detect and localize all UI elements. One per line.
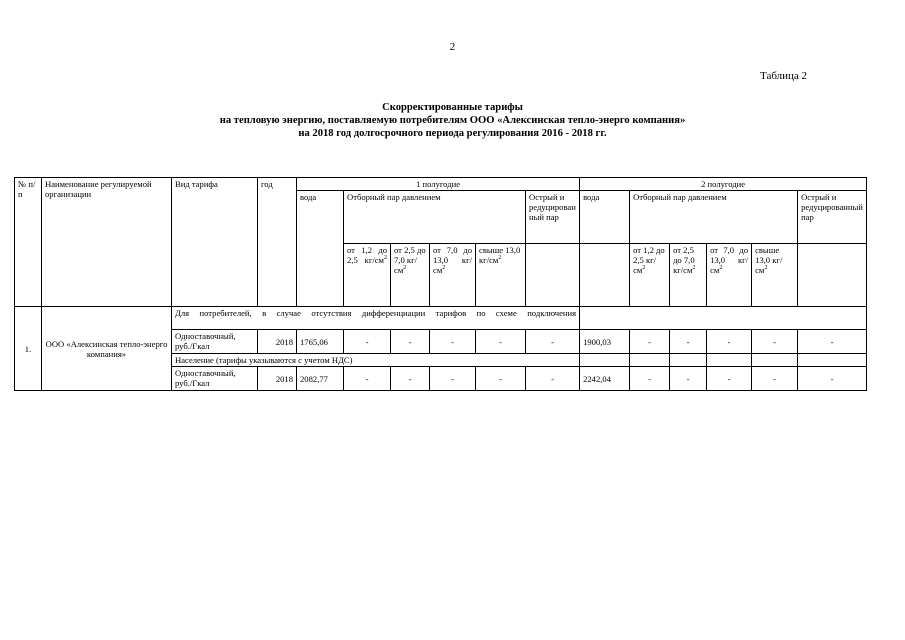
water-h1-value: 2082,77 <box>297 367 344 391</box>
title-line-3: на 2018 год долгосрочного периода регулирования 2016 - 2018 гг. <box>298 128 607 139</box>
dash-cell: - <box>630 330 670 354</box>
water-h1-value: 1765,06 <box>297 330 344 354</box>
empty-cell <box>670 354 707 367</box>
dash-cell: - <box>670 330 707 354</box>
pressure-4-h2: свыше 13,0 $кг/см^2$ <box>752 244 798 307</box>
header-year: год <box>258 178 297 307</box>
header-sharp-h1: Острый и редуцированный пар <box>526 191 580 244</box>
tariff-table <box>14 177 867 391</box>
org-name: ООО «Алексинская тепло-энерго компания» <box>42 307 172 391</box>
dash-cell: - <box>670 367 707 391</box>
dash-cell: - <box>707 367 752 391</box>
group-1-label-row <box>15 307 867 330</box>
empty-cell <box>580 354 630 367</box>
dash-cell: - <box>344 367 391 391</box>
title-line-2: на тепловую энергию, поставляемую потребителям ООО «Алексинская тепло-энерго компания» <box>219 115 686 126</box>
header-water-h2: вода <box>580 191 630 244</box>
empty-cell <box>798 354 867 367</box>
header-half2: 2 полугодие <box>580 178 867 191</box>
header-sharp-h2: Острый и редуцированный пар <box>798 191 867 244</box>
header-org: Наименование регулируемой организации <box>42 178 172 307</box>
dash-cell: - <box>630 367 670 391</box>
water-empty-h2 <box>580 244 630 307</box>
dash-cell: - <box>476 367 526 391</box>
dash-cell: - <box>476 330 526 354</box>
sharp-empty-h2 <box>798 244 867 307</box>
dash-cell: - <box>752 330 798 354</box>
year-value: 2018 <box>258 367 297 391</box>
dash-cell: - <box>391 330 430 354</box>
header-half1: 1 полугодие <box>297 178 580 191</box>
dash-cell: - <box>752 367 798 391</box>
pressure-2-h1: от 2,5 до 7,0 $кг/см^2$ <box>391 244 430 307</box>
dash-cell: - <box>430 330 476 354</box>
group-1-label-empty <box>580 307 867 330</box>
document-title <box>0 101 905 140</box>
dash-cell: - <box>391 367 430 391</box>
group-2-label: Население (тарифы указываются с учетом НДС) <box>172 354 580 367</box>
water-h2-value: 2242,04 <box>580 367 630 391</box>
pressure-1-h2: от 1,2 до 2,5 $кг/см^2$ <box>630 244 670 307</box>
group-1-label: Для потребителей, в случае отсутствия дифференциации тарифов по схеме подключения <box>172 307 580 330</box>
dash-cell: - <box>798 330 867 354</box>
header-num: № п/п <box>15 178 42 307</box>
dash-cell: - <box>344 330 391 354</box>
pressure-2-h2: от 2,5 до 7,0 $кг/см^2$ <box>670 244 707 307</box>
table-label: Таблица 2 <box>760 70 808 82</box>
empty-cell <box>752 354 798 367</box>
title-line-1: Скорректированные тарифы <box>382 102 523 113</box>
header-steam-h1: Отборный пар давлением <box>344 191 526 244</box>
header-water-h1: вода <box>297 191 344 307</box>
pressure-3-h1: от 7,0 до 13,0 $кг/см^2$ <box>430 244 476 307</box>
header-row-1 <box>15 178 867 191</box>
dash-cell: - <box>798 367 867 391</box>
dash-cell: - <box>707 330 752 354</box>
header-steam-h2: Отборный пар давлением <box>630 191 798 244</box>
header-tariff-type: Вид тарифа <box>172 178 258 307</box>
page-number: 2 <box>449 41 456 53</box>
dash-cell: - <box>526 330 580 354</box>
year-value: 2018 <box>258 330 297 354</box>
sharp-empty-h1 <box>526 244 580 307</box>
empty-cell <box>707 354 752 367</box>
pressure-1-h1: от 1,2 до 2,5 $кг/см^2$ <box>344 244 391 307</box>
row-number: 1. <box>15 307 42 391</box>
tariff-type: Одноставочный, руб./Гкал <box>172 367 258 391</box>
pressure-3-h2: от 7,0 до 13,0 $кг/см^2$ <box>707 244 752 307</box>
pressure-4-h1: свыше 13,0 $кг/см^2$ <box>476 244 526 307</box>
water-h2-value: 1900,03 <box>580 330 630 354</box>
empty-cell <box>630 354 670 367</box>
dash-cell: - <box>526 367 580 391</box>
tariff-type: Одноставочный, руб./Гкал <box>172 330 258 354</box>
dash-cell: - <box>430 367 476 391</box>
